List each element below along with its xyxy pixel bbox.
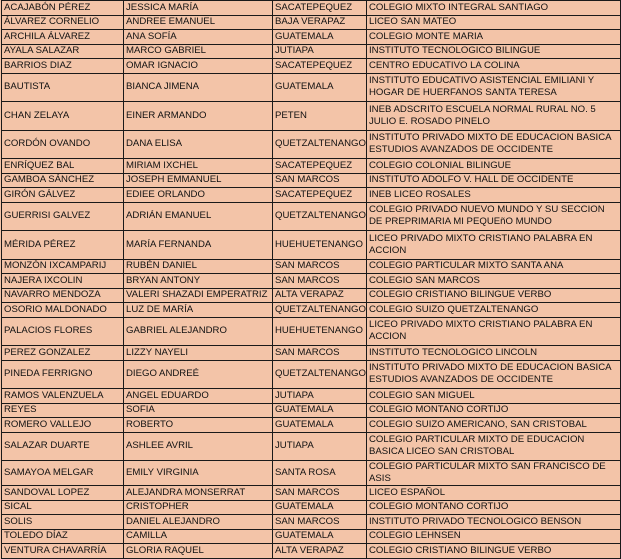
table-row — [2, 403, 621, 418]
table-row — [2, 15, 621, 30]
department-cell: ALTA VERAPAZ — [273, 544, 367, 559]
table-row — [2, 159, 621, 174]
given-name-cell: DANA ELISA — [124, 130, 273, 159]
school-cell: INSTITUTO PRIVADO MIXTO DE EDUCACION BASICA ESTUDIOS AVANZADOS DE OCCIDENTE — [367, 360, 621, 389]
given-name-cell: BRYAN ANTONY — [124, 274, 273, 289]
table-row — [2, 529, 621, 544]
surname-cell: ARCHILA ÁLVAREZ — [2, 30, 124, 45]
school-cell: INSTITUTO TECNOLOGICO BILINGUE — [367, 44, 621, 59]
given-name-cell: ANGEL EDUARDO — [124, 389, 273, 404]
school-cell: COLEGIO MONTANO CORTIJO — [367, 403, 621, 418]
department-cell: SAN MARCOS — [273, 274, 367, 289]
given-name-cell: OMAR IGNACIO — [124, 59, 273, 74]
table-row — [2, 389, 621, 404]
school-cell: COLEGIO PRIVADO NUEVO MUNDO Y SU SECCION DE PREPRIMARIA MI PEQUEñO MUNDO — [367, 202, 621, 231]
table-row — [2, 500, 621, 515]
surname-cell: SANDOVAL LOPEZ — [2, 486, 124, 501]
department-cell: ALTA VERAPAZ — [273, 288, 367, 303]
given-name-cell: BIANCA JIMENA — [124, 73, 273, 102]
table-row — [2, 317, 621, 346]
department-cell: JUTIAPA — [273, 44, 367, 59]
table-row — [2, 303, 621, 318]
school-cell: INSTITUTO TECNOLOGICO LINCOLN — [367, 346, 621, 361]
school-cell: LICEO ESPAÑOL — [367, 486, 621, 501]
table-row — [2, 515, 621, 530]
given-name-cell: MARÍA FERNANDA — [124, 231, 273, 260]
surname-cell: GUERRISI GALVEZ — [2, 202, 124, 231]
school-cell: COLEGIO PARTICULAR MIXTO DE EDUCACION BASICA LICEO SAN CRISTOBAL — [367, 432, 621, 461]
table-row — [2, 173, 621, 188]
department-cell: QUETZALTENANGO — [273, 360, 367, 389]
table-row — [2, 1, 621, 16]
given-name-cell: JOSEPH EMMANUEL — [124, 173, 273, 188]
table-row — [2, 259, 621, 274]
school-cell: COLEGIO PARTICULAR MIXTO SANTA ANA — [367, 259, 621, 274]
school-cell: COLEGIO SAN MIGUEL — [367, 389, 621, 404]
given-name-cell: EINER ARMANDO — [124, 102, 273, 131]
given-name-cell: EMILY VIRGINIA — [124, 461, 273, 486]
surname-cell: REYES — [2, 403, 124, 418]
surname-cell: CORDÓN OVANDO — [2, 130, 124, 159]
surname-cell: MONZÓN IXCAMPARIJ — [2, 259, 124, 274]
surname-cell: MÉRIDA PÉREZ — [2, 231, 124, 260]
school-cell: INSTITUTO PRIVADO MIXTO DE EDUCACION BASICA ESTUDIOS AVANZADOS DE OCCIDENTE — [367, 130, 621, 159]
school-cell: COLEGIO SUIZO AMERICANO, SAN CRISTOBAL — [367, 418, 621, 433]
given-name-cell: JESSICA MARÍA — [124, 1, 273, 16]
school-cell: INEB LICEO ROSALES — [367, 188, 621, 203]
surname-cell: CHAN ZELAYA — [2, 102, 124, 131]
department-cell: JUTIAPA — [273, 432, 367, 461]
table-row — [2, 59, 621, 74]
table-row — [2, 30, 621, 45]
table-row — [2, 288, 621, 303]
surname-cell: BAUTISTA — [2, 73, 124, 102]
department-cell: SACATEPEQUEZ — [273, 188, 367, 203]
surname-cell: PINEDA FERRIGNO — [2, 360, 124, 389]
table-row — [2, 346, 621, 361]
school-cell: COLEGIO SUIZO QUETZALTENANGO — [367, 303, 621, 318]
surname-cell: PEREZ GONZALEZ — [2, 346, 124, 361]
given-name-cell: CRISTOPHER — [124, 500, 273, 515]
school-cell: COLEGIO PARTICULAR MIXTO SAN FRANCISCO DE ASIS — [367, 461, 621, 486]
table-row — [2, 486, 621, 501]
department-cell: SAN MARCOS — [273, 486, 367, 501]
given-name-cell: ASHLEE AVRIL — [124, 432, 273, 461]
students-table — [1, 0, 621, 559]
given-name-cell: LUZ DE MARÍA — [124, 303, 273, 318]
given-name-cell: LIZZY NAYELI — [124, 346, 273, 361]
surname-cell: ÁLVAREZ CORNELIO — [2, 15, 124, 30]
school-cell: COLEGIO CRISTIANO BILINGUE VERBO — [367, 288, 621, 303]
school-cell: LICEO PRIVADO MIXTO CRISTIANO PALABRA EN ACCION — [367, 317, 621, 346]
table-row — [2, 73, 621, 102]
department-cell: SANTA ROSA — [273, 461, 367, 486]
school-cell: INSTITUTO ADOLFO V. HALL DE OCCIDENTE — [367, 173, 621, 188]
table-row — [2, 432, 621, 461]
school-cell: CENTRO EDUCATIVO LA COLINA — [367, 59, 621, 74]
department-cell: HUEHUETENANGO — [273, 231, 367, 260]
surname-cell: GIRÓN GÁLVEZ — [2, 188, 124, 203]
school-cell: INSTITUTO EDUCATIVO ASISTENCIAL EMILIANI Y HOGAR DE HUERFANOS SANTA TERESA — [367, 73, 621, 102]
given-name-cell: SOFIA — [124, 403, 273, 418]
table-row — [2, 44, 621, 59]
students-table-body — [2, 1, 621, 559]
department-cell: GUATEMALA — [273, 30, 367, 45]
department-cell: SAN MARCOS — [273, 259, 367, 274]
department-cell: GUATEMALA — [273, 403, 367, 418]
given-name-cell: ALEJANDRA MONSERRAT — [124, 486, 273, 501]
surname-cell: RAMOS VALENZUELA — [2, 389, 124, 404]
table-row — [2, 418, 621, 433]
table-row — [2, 461, 621, 486]
department-cell: JUTIAPA — [273, 389, 367, 404]
department-cell: SAN MARCOS — [273, 173, 367, 188]
given-name-cell: RUBÉN DANIEL — [124, 259, 273, 274]
surname-cell: NAVARRO MENDOZA — [2, 288, 124, 303]
department-cell: SACATEPEQUEZ — [273, 1, 367, 16]
surname-cell: SAMAYOA MELGAR — [2, 461, 124, 486]
table-row — [2, 274, 621, 289]
department-cell: SAN MARCOS — [273, 346, 367, 361]
table-row — [2, 188, 621, 203]
surname-cell: NAJERA IXCOLIN — [2, 274, 124, 289]
surname-cell: SALAZAR DUARTE — [2, 432, 124, 461]
department-cell: HUEHUETENANGO — [273, 317, 367, 346]
surname-cell: ACAJABÓN PÉREZ — [2, 1, 124, 16]
table-row — [2, 102, 621, 131]
department-cell: GUATEMALA — [273, 73, 367, 102]
surname-cell: VENTURA CHAVARRÍA — [2, 544, 124, 559]
given-name-cell: ROBERTO — [124, 418, 273, 433]
school-cell: COLEGIO MONTE MARIA — [367, 30, 621, 45]
department-cell: QUETZALTENANGO — [273, 130, 367, 159]
school-cell: COLEGIO SAN MARCOS — [367, 274, 621, 289]
given-name-cell: MIRIAM IXCHEL — [124, 159, 273, 174]
department-cell: GUATEMALA — [273, 529, 367, 544]
given-name-cell: ANA SOFÍA — [124, 30, 273, 45]
school-cell: COLEGIO CRISTIANO BILINGUE VERBO — [367, 544, 621, 559]
given-name-cell: GABRIEL ALEJANDRO — [124, 317, 273, 346]
department-cell: SAN MARCOS — [273, 515, 367, 530]
department-cell: GUATEMALA — [273, 418, 367, 433]
school-cell: INEB ADSCRITO ESCUELA NORMAL RURAL NO. 5 JULIO E. ROSADO PINELO — [367, 102, 621, 131]
given-name-cell: VALERI SHAZADI EMPERATRIZ — [124, 288, 273, 303]
school-cell: COLEGIO COLONIAL BILINGUE — [367, 159, 621, 174]
given-name-cell: EDIEE ORLANDO — [124, 188, 273, 203]
department-cell: QUETZALTENANGO — [273, 202, 367, 231]
surname-cell: OSORIO MALDONADO — [2, 303, 124, 318]
given-name-cell: ADRIÁN EMANUEL — [124, 202, 273, 231]
surname-cell: AYALA SALAZAR — [2, 44, 124, 59]
department-cell: GUATEMALA — [273, 500, 367, 515]
given-name-cell: MARCO GABRIEL — [124, 44, 273, 59]
school-cell: COLEGIO MONTANO CORTIJO — [367, 500, 621, 515]
department-cell: BAJA VERAPAZ — [273, 15, 367, 30]
table-row — [2, 202, 621, 231]
surname-cell: ROMERO VALLEJO — [2, 418, 124, 433]
surname-cell: TOLEDO DÍAZ — [2, 529, 124, 544]
school-cell: COLEGIO LEHNSEN — [367, 529, 621, 544]
school-cell: LICEO PRIVADO MIXTO CRISTIANO PALABRA EN ACCION — [367, 231, 621, 260]
table-row — [2, 231, 621, 260]
surname-cell: SOLIS — [2, 515, 124, 530]
surname-cell: GAMBOA SÁNCHEZ — [2, 173, 124, 188]
surname-cell: BARRIOS DIAZ — [2, 59, 124, 74]
department-cell: QUETZALTENANGO — [273, 303, 367, 318]
given-name-cell: DIEGO ANDREÉ — [124, 360, 273, 389]
given-name-cell: GLORIA RAQUEL — [124, 544, 273, 559]
given-name-cell: CAMILLA — [124, 529, 273, 544]
school-cell: INSTITUTO PRIVADO TECNOLOGICO BENSON — [367, 515, 621, 530]
given-name-cell: ANDREE EMANUEL — [124, 15, 273, 30]
surname-cell: SICAL — [2, 500, 124, 515]
table-row — [2, 130, 621, 159]
table-row — [2, 360, 621, 389]
department-cell: SACATEPEQUEZ — [273, 159, 367, 174]
surname-cell: PALACIOS FLORES — [2, 317, 124, 346]
surname-cell: ENRÍQUEZ BAL — [2, 159, 124, 174]
school-cell: LICEO SAN MATEO — [367, 15, 621, 30]
school-cell: COLEGIO MIXTO INTEGRAL SANTIAGO — [367, 1, 621, 16]
given-name-cell: DANIEL ALEJANDRO — [124, 515, 273, 530]
department-cell: SACATEPEQUEZ — [273, 59, 367, 74]
department-cell: PETEN — [273, 102, 367, 131]
